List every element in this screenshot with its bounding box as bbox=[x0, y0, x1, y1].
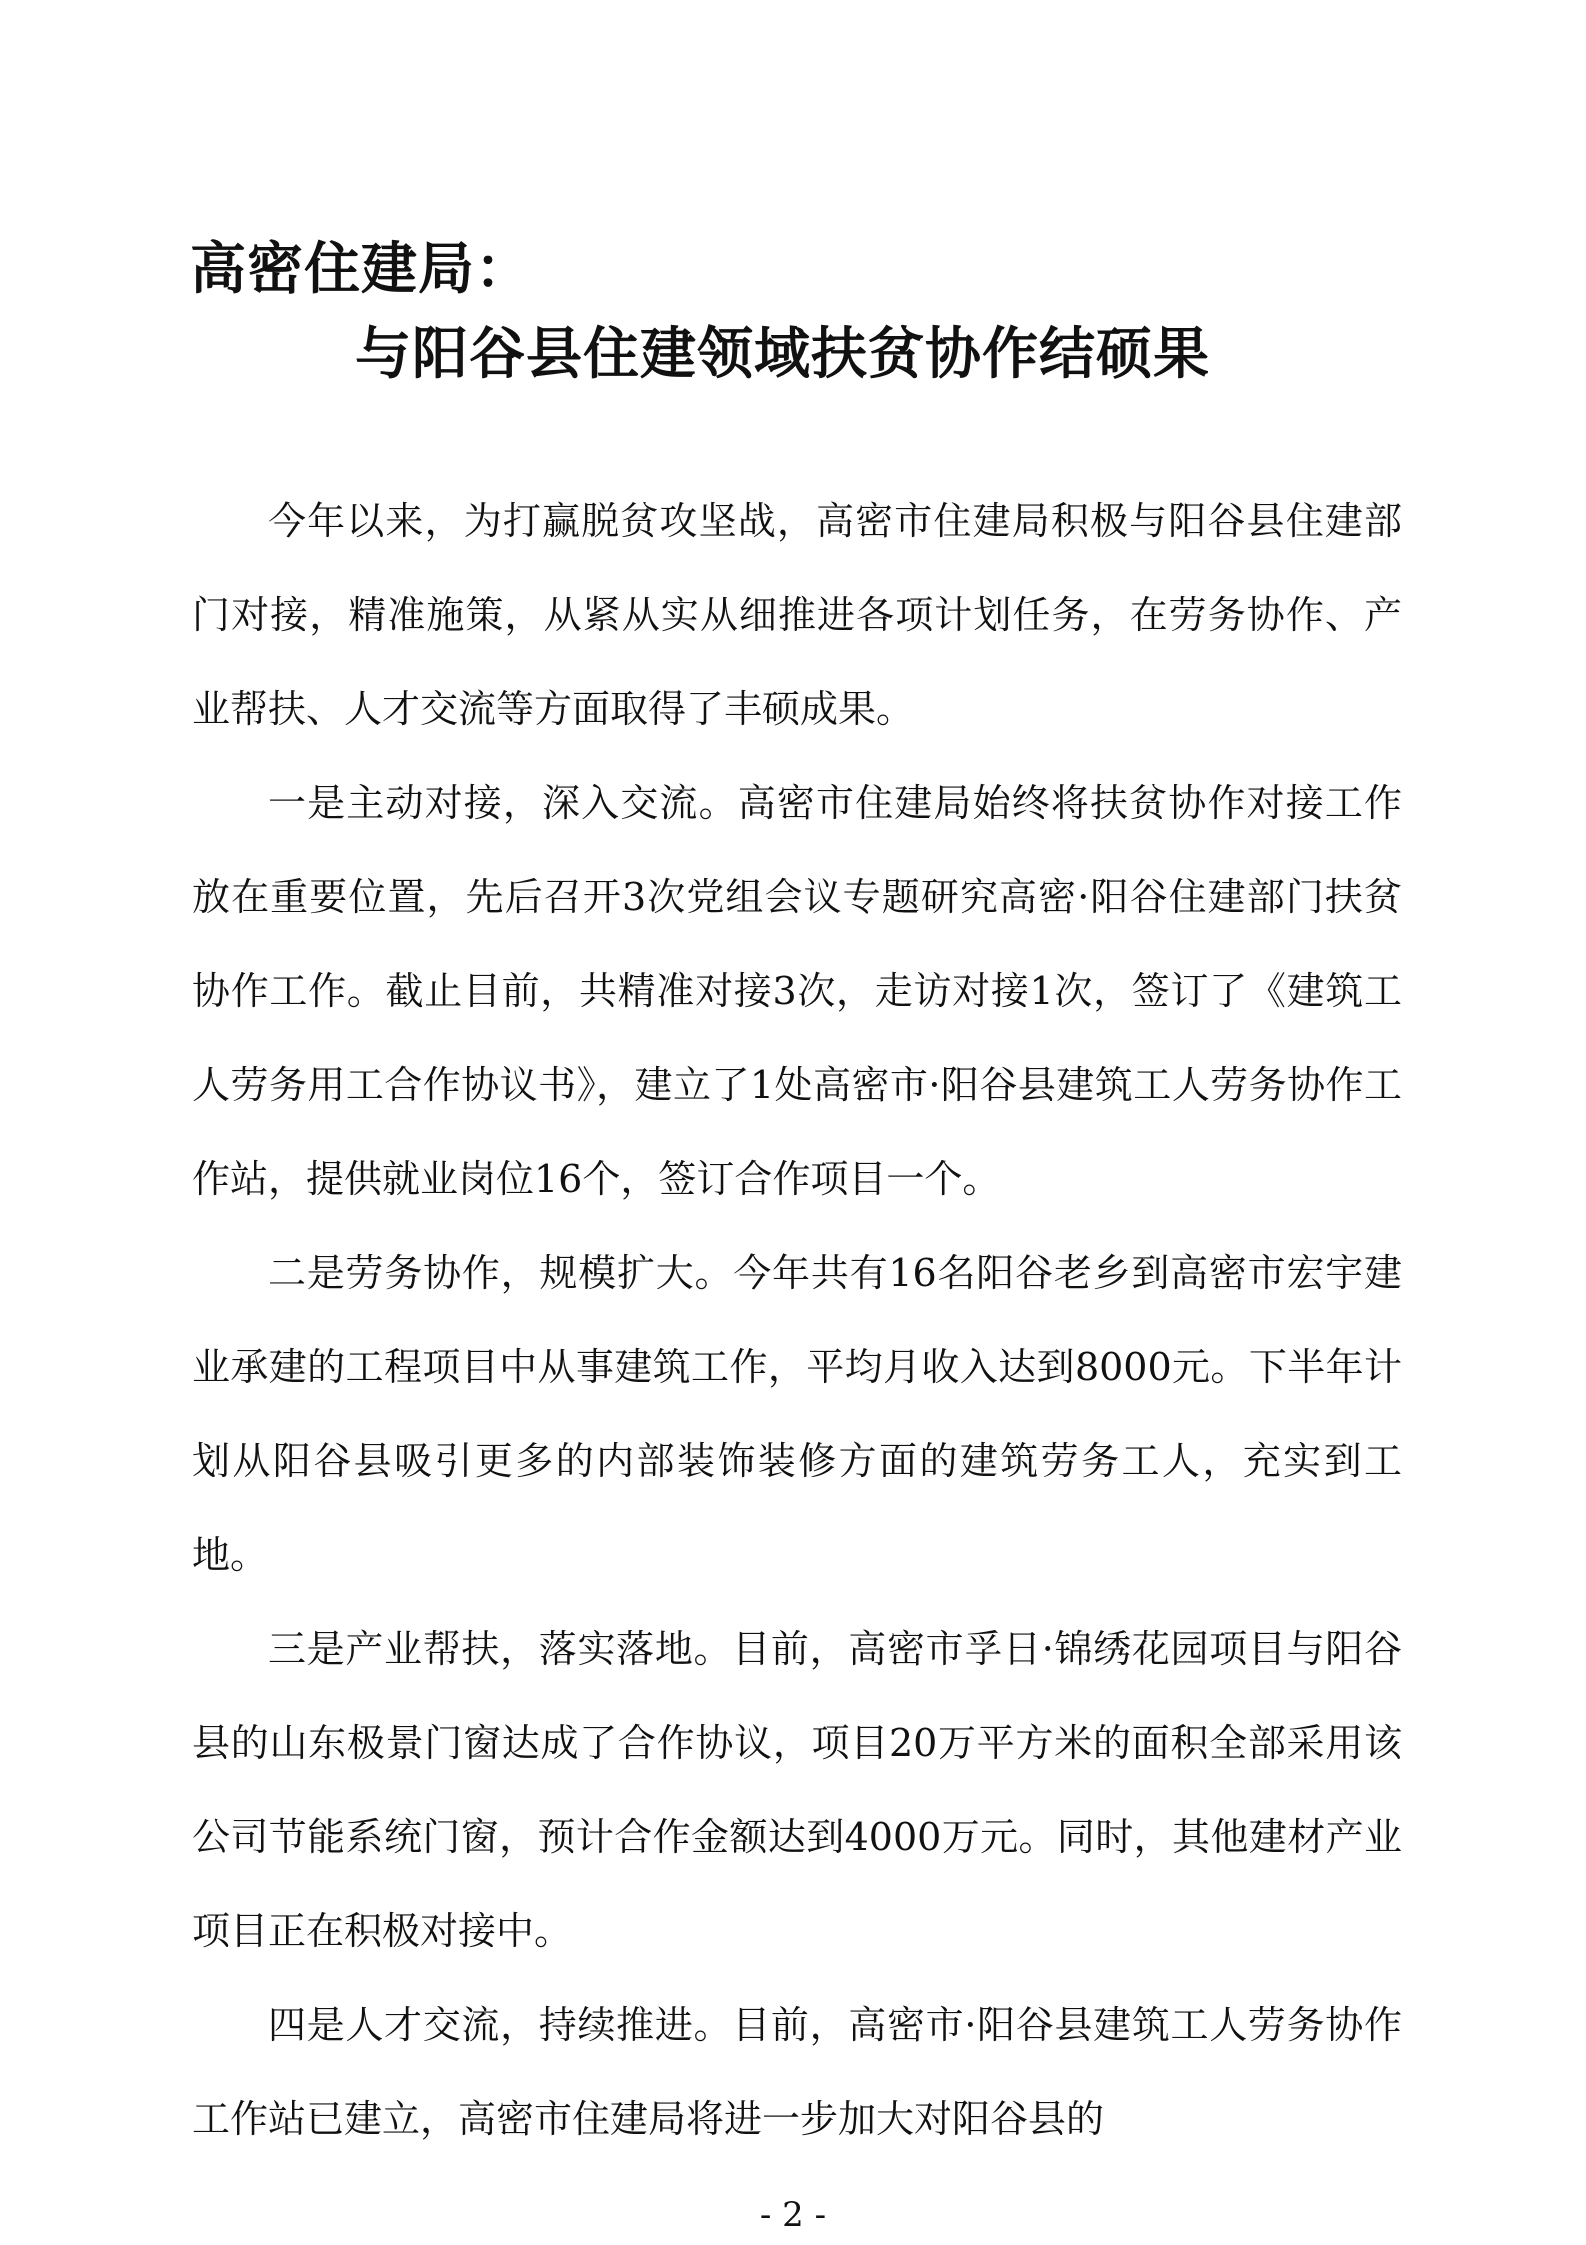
document-title-line-2: 与阳谷县住建领域扶贫协作结硕果 bbox=[355, 322, 1210, 387]
paragraph-industry: 三是产业帮扶，落实落地。目前，高密市孚日·锦绣花园项目与阳谷县的山东极景门窗达成了合作协议，项目20万平方米的面积全部采用该公司节能系统门窗，预计合作金额达到4000万元。同时，其他建材产业项目正在积极对接中。 bbox=[192, 1627, 1402, 1953]
paragraph-talent: 四是人才交流，持续推进。目前，高密市·阳谷县建筑工人劳务协作工作站已建立，高密市住建局将进一步加大对阳谷县的 bbox=[192, 2003, 1402, 2141]
paragraph-docking: 一是主动对接，深入交流。高密市住建局始终将扶贫协作对接工作放在重要位置，先后召开3次党组会议专题研究高密·阳谷住建部门扶贫协作工作。截止目前，共精准对接3次，走访对接1次，签订了《建筑工人劳务用工合作协议书》，建立了1处高密市·阳谷县建筑工人劳务协作工作站，提供就业岗位16个，签订合作项目一个。 bbox=[192, 781, 1402, 1201]
paragraph-intro: 今年以来，为打赢脱贫攻坚战，高密市住建局积极与阳谷县住建部门对接，精准施策，从紧从实从细推进各项计划任务，在劳务协作、产业帮扶、人才交流等方面取得了丰硕成果。 bbox=[192, 499, 1402, 731]
paragraph-labor: 二是劳务协作，规模扩大。今年共有16名阳谷老乡到高密市宏宇建业承建的工程项目中从事建筑工作，平均月收入达到8000元。下半年计划从阳谷县吸引更多的内部装饰装修方面的建筑劳务工人，充实到工地。 bbox=[192, 1251, 1402, 1577]
document-body bbox=[192, 474, 1402, 2166]
page-number: - 2 - bbox=[759, 2195, 827, 2235]
document-title-line-1: 高密住建局： bbox=[190, 237, 532, 302]
